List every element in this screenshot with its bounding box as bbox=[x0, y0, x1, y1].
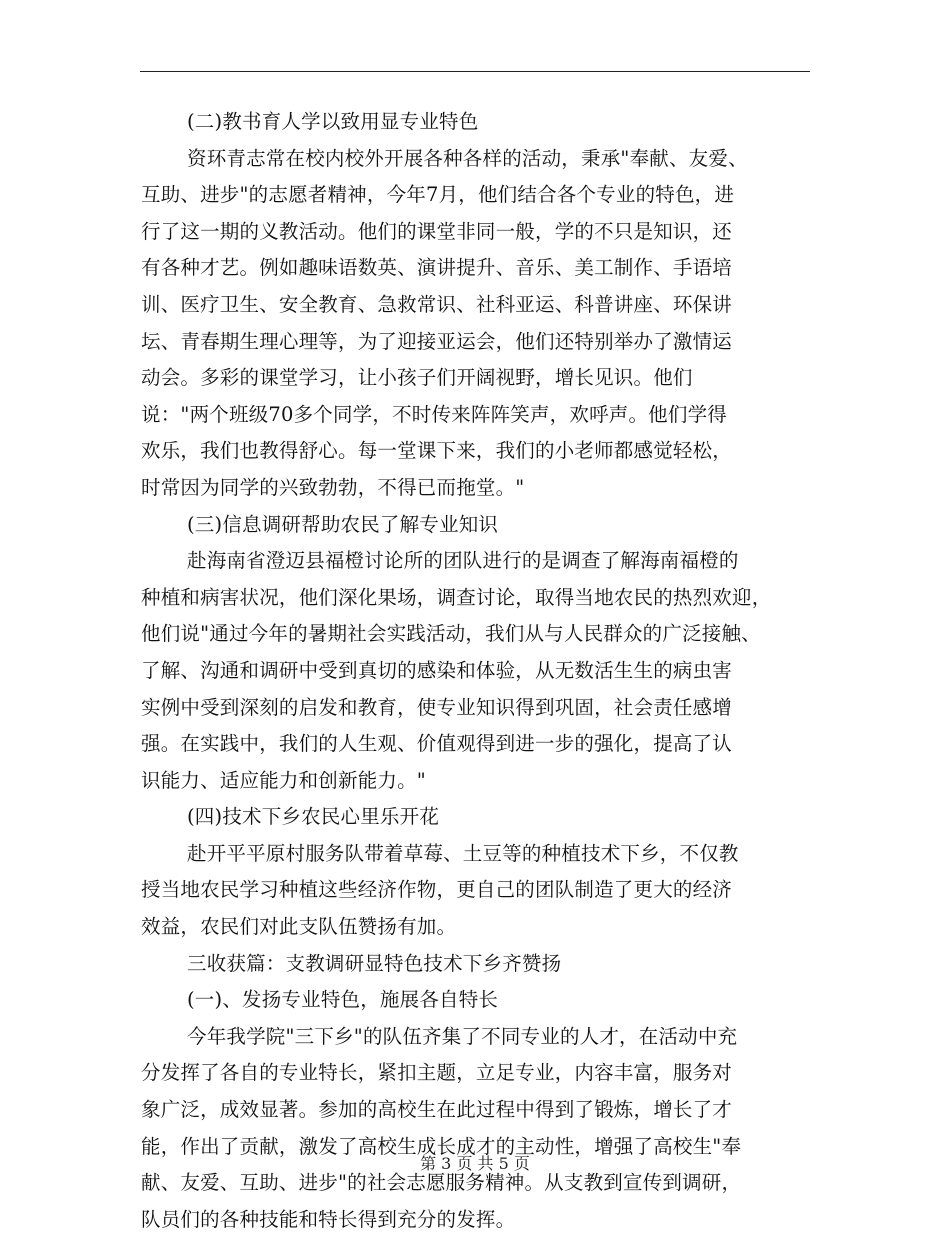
text-line: 说："两个班级70多个同学，不时传来阵阵笑声，欢呼声。他们学得 bbox=[141, 402, 727, 426]
body-text bbox=[141, 104, 811, 1238]
text-line: 今年我学院"三下乡"的队伍齐集了不同专业的人才，在活动中充 bbox=[187, 1024, 738, 1048]
text-line: 效益，农民们对此支队伍赞扬有加。 bbox=[141, 915, 457, 939]
text-line: (二)教书育人学以致用显专业特色 bbox=[187, 110, 479, 133]
text-line: 授当地农民学习种植这些经济作物，更自己的团队制造了更大的经济 bbox=[141, 878, 733, 902]
text-line: 三收获篇：支教调研显特色技术下乡齐赞扬 bbox=[187, 951, 562, 975]
text-line: 他们说"通过今年的暑期社会实践活动，我们从与人民群众的广泛接触、 bbox=[141, 622, 761, 646]
text-line: 实例中受到深刻的启发和教育，使专业知识得到巩固，社会责任感增 bbox=[141, 695, 733, 719]
text-line: 行了这一期的义教活动。他们的课堂非同一般，学的不只是知识，还 bbox=[141, 219, 733, 243]
text-line: 队员们的各种技能和特长得到充分的发挥。 bbox=[141, 1207, 516, 1231]
text-line: 强。在实践中，我们的人生观、价值观得到进一步的强化，提高了认 bbox=[141, 732, 733, 756]
text-line: 动会。多彩的课堂学习，让小孩子们开阔视野，增长见识。他们 bbox=[141, 366, 693, 390]
text-line: 有各种才艺。例如趣味语数英、演讲提升、音乐、美工制作、手语培 bbox=[141, 256, 733, 280]
text-line: 分发挥了各自的专业特长，紧扣主题，立足专业，内容丰富，服务对 bbox=[141, 1061, 733, 1085]
text-line: 资环青志常在校内校外开展各种各样的活动，秉承"奉献、友爱、 bbox=[187, 146, 748, 170]
text-line: 献、友爱、互助、进步"的社会志愿服务精神。从支教到宣传到调研， bbox=[141, 1171, 742, 1195]
text-line: 象广泛，成效显著。参加的高校生在此过程中得到了锻炼，增长了才 bbox=[141, 1098, 733, 1122]
page-footer: 第 3 页 共 5 页 bbox=[420, 1154, 530, 1173]
text-line: (三)信息调研帮助农民了解专业知识 bbox=[187, 512, 499, 536]
text-line: 时常因为同学的兴致勃勃，不得已而拖堂。" bbox=[141, 475, 525, 499]
text-line: 赴海南省澄迈县福橙讨论所的团队进行的是调查了解海南福橙的 bbox=[187, 549, 739, 573]
text-line: 训、医疗卫生、安全教育、急救常识、社科亚运、科普讲座、环保讲 bbox=[141, 292, 733, 316]
text-line: 识能力、适应能力和创新能力。" bbox=[141, 768, 426, 792]
header-rule bbox=[140, 71, 810, 72]
text-line: 欢乐，我们也教得舒心。每一堂课下来，我们的小老师都感觉轻松， bbox=[141, 439, 733, 463]
text-line: 种植和病害状况，他们深化果场，调查讨论，取得当地农民的热烈欢迎， bbox=[141, 585, 772, 609]
text-line: 互助、进步"的志愿者精神，今年7月，他们结合各个专业的特色，进 bbox=[141, 183, 735, 207]
text-line: 能，作出了贡献，激发了高校生成长成才的主动性，增强了高校生"奉 bbox=[141, 1134, 742, 1158]
text-line: 坛、青春期生理心理等，为了迎接亚运会，他们还特别举办了激情运 bbox=[141, 329, 733, 353]
text-line: (四)技术下乡农民心里乐开花 bbox=[187, 805, 440, 829]
text-line: 赴开平平原村服务队带着草莓、土豆等的种植技术下乡，不仅教 bbox=[187, 841, 739, 865]
text-line: (一)、发扬专业特色，施展各自特长 bbox=[187, 988, 499, 1012]
text-line: 了解、沟通和调研中受到真切的感染和体验，从无数活生生的病虫害 bbox=[141, 658, 733, 682]
